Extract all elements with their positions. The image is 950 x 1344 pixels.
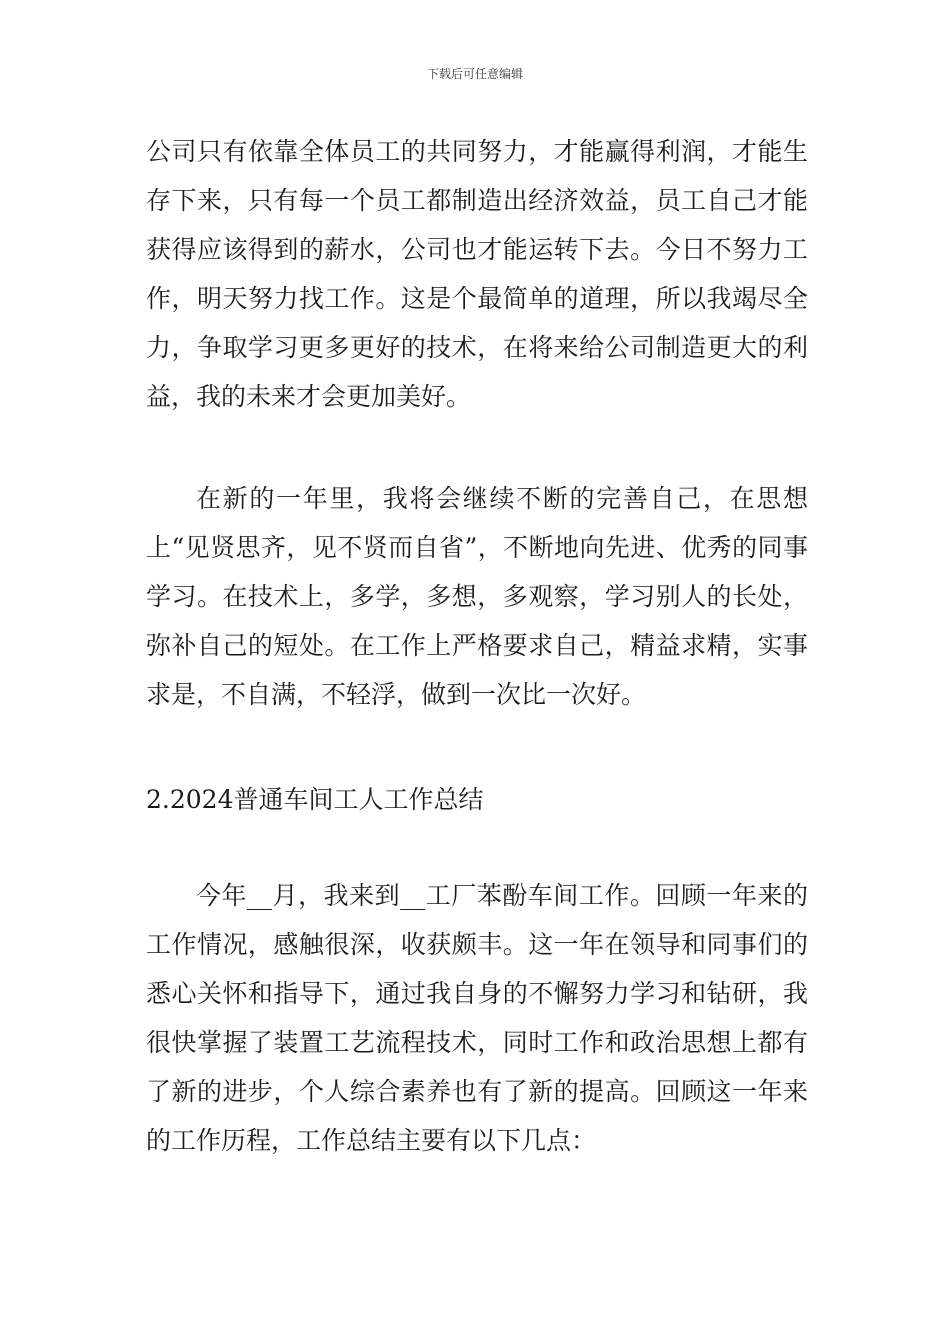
paragraph-company-effort: 公司只有依靠全体员工的共同努力，才能赢得利润，才能生存下来，只有每一个员工都制造出经济效益，员工自己才能获得应该得到的薪水，公司也才能运转下去。今日不努力工作，明天努力找工作。这是个最简单的道理，所以我竭尽全力，争取学习更多更好的技术，在将来给公司制造更大的利益，我的未来才会更加美好。 bbox=[146, 137, 808, 411]
section-heading: 2.2024普通车间工人工作总结 bbox=[146, 785, 484, 814]
paragraph-year-review: 今年__月，我来到__工厂苯酚车间工作。回顾一年来的工作情况，感触很深，收获颇丰。这一年在领导和同事们的悉心关怀和指导下，通过我自身的不懈努力学习和钻研，我很快掌握了装置工艺流程技术，同时工作和政治思想上都有了新的进步，个人综合素养也有了新的提高。回顾这一年来的工作历程，工作总结主要有以下几点： bbox=[146, 881, 808, 1155]
page-header-note: 下载后可任意编辑 bbox=[426, 67, 523, 81]
paragraph-new-year-plan: 在新的一年里，我将会继续不断的完善自己，在思想上“见贤思齐，见不贤而自省”，不断地向先进、优秀的同事学习。在技术上，多学，多想，多观察，学习别人的长处，弥补自己的短处。在工作上严格要求自己，精益求精，实事求是，不自满，不轻浮，做到一次比一次好。 bbox=[146, 484, 808, 709]
